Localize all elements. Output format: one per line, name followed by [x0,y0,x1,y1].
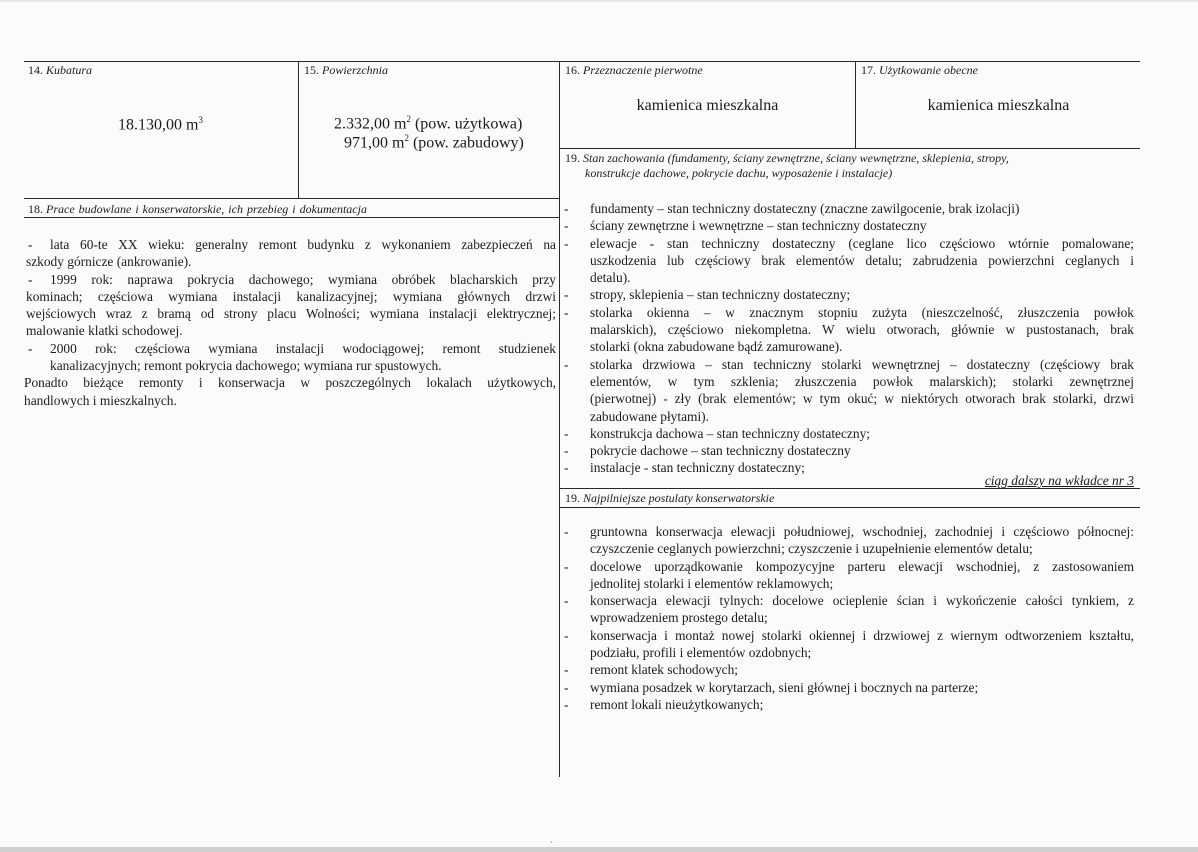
field-19b-line [560,592,1140,609]
field-19b-line [560,575,1140,592]
field-18-item-2-l3: wejściowych wraz z bramą od strony placu Wolności; wymiana instalacji elektrycznej; [26,306,556,322]
field-19a-line-text: uszkodzenia lub częściowy brak elementów detalu; zabrudzenia powierzchni ceglanych i [590,252,1134,268]
field-19a-label-line1 [565,151,1009,166]
field-19a-line [560,269,1140,286]
field-19b-line [560,558,1140,575]
field-19a-line-text: konstrukcja dachowa – stan techniczny dostateczny; [590,425,870,441]
dash-marker: - [564,304,569,320]
field-15-value-line1 [334,114,522,133]
field-14-label [28,63,92,78]
field-19a-line [560,217,1140,234]
rule-col-16-17 [855,61,856,148]
field-17-number: 17. [861,63,876,77]
field-19b-line [560,540,1140,557]
field-18-body [24,236,556,409]
dash-marker: - [564,235,569,251]
field-19a-line [560,373,1140,390]
field-19b-line [560,644,1140,661]
dash-marker: - [564,356,569,372]
field-19a-line-text: instalacje - stan techniczny dostateczny; [590,460,805,476]
field-16-title: Przeznaczenie pierwotne [583,63,703,77]
dash-marker: - [564,287,569,303]
field-19b-line-text: docelowe uporządkowanie kompozycyjne parteru elewacji wschodniej, z zastosowaniem [590,558,1134,574]
dash-marker: - [564,425,569,441]
field-18-title: Prace budowlane i konserwatorskie, ich przebieg i dokumentacja [46,202,367,216]
field-19b-line-text: czyszczenie ceglanych powierzchni; czyszczenie i uzupełnienie elementów detalu; [590,541,1033,557]
field-17-label [861,63,978,78]
dash-marker: - [564,627,569,643]
field-18-item-1-l1: lata 60-te XX wieku: generalny remont budynku z wykonaniem zabezpieczeń na [50,237,556,252]
field-18-item-3-l1: 2000 rok: częściowa wymiana instalacji wodociągowej; remont studzienek [50,340,556,356]
field-19a-line [560,425,1140,442]
field-19b-label [565,491,774,506]
field-18-footer-l1: Ponadto bieżące remonty i konserwacja w poszczególnych lokalach użytkowych, [24,375,556,391]
field-15-value-line2 [344,133,524,152]
scan-speck: ` [550,840,553,850]
field-16-value: kamienica mieszkalna [636,97,779,114]
field-15-line2-rest: (pow. zabudowy) [408,134,524,152]
scan-edge-bottom [0,847,1198,852]
field-19b-line-text: jednolitej stolarki i elementów reklamowych; [590,575,834,591]
field-19a-line [560,442,1140,459]
field-16-label [565,63,703,78]
field-19a-line-text: ściany zewnętrzne i wewnętrzne – stan techniczny dostateczny [590,218,927,234]
field-19a-line-text: stropy, sklepienia – stan techniczny dostateczny; [590,287,851,303]
scan-edge-top [0,0,1198,2]
field-19a-line [560,252,1140,269]
field-17-value: kamienica mieszkalna [927,97,1070,114]
field-19a-line-text: detalu). [590,270,631,286]
field-19a-body [560,200,1140,477]
field-19a-line [560,304,1140,321]
field-19a-line [560,321,1140,338]
field-19b-line-text: wymiana posadzek w korytarzach, sieni głównej i bocznych na parterze; [590,679,979,695]
dash-marker: - [564,460,569,476]
field-19a-line-text: elementów, w tym szklenia; złuszczenia powłok malarskich); stolarki zewnętrznej [590,373,1134,389]
field-15-number: 15. [304,63,319,77]
field-18-number: 18. [28,202,43,216]
field-19a-line-text: elewacje - stan techniczny dostateczny (ceglane lico częściowo wtórnie pomalowane; [590,235,1134,251]
field-18-item-2-l4: malowanie klatki schodowej. [26,323,183,339]
field-15-line2-main: 971,00 m [344,134,405,152]
field-19a-line-text: pokrycie dachowe – stan techniczny dostateczny [590,443,851,459]
rule-18-label-underline [24,217,560,218]
dash-marker: - [564,679,569,695]
field-19b-line [560,523,1140,540]
field-19a-line-text: (pierwotnej) - zły (brak elementów; w tym okuć; w niektórych otworach brak stolarki, drzwi [590,391,1134,407]
field-15-line1-main: 2.332,00 m [334,115,407,133]
field-15-line1-sup: 2 [406,114,411,124]
field-19b-line-text: konserwacja i montaż nowej stolarki okiennej i drzwiowej z wiernym odtworzeniem kształtu, [590,627,1134,643]
rule-19b-label-underline [560,507,1140,508]
field-19b-line [560,609,1140,626]
field-16-number: 16. [565,63,580,77]
field-19a-line-text: fundamenty – stan techniczny dostateczny (znaczne zawilgocenie, brak izolacji) [590,201,1020,216]
field-15-title: Powierzchnia [322,63,388,77]
field-18-item-2-l2: kominach; częściowa wymiana instalacji kanalizacyjnej; wymiana głównych drzwi [26,288,556,304]
dash-marker: - [28,271,33,287]
field-18-item-1-l2: szkody górnicze (ankrowanie). [26,254,192,270]
field-14-value-sup: 3 [198,115,203,125]
field-19b-line-text: podziału, profili i elementów ozdobnych; [590,645,812,661]
field-19a-line [560,286,1140,303]
dash-marker: - [28,340,33,356]
rule-col-14-15 [298,61,299,198]
field-19a-title-l1: Stan zachowania (fundamenty, ściany zewnętrzne, ściany wewnętrzne, sklepienia, stropy, [583,151,1009,165]
field-19a-line-text: zabudowane płytami). [590,408,709,424]
field-19b-line-text: wprowadzeniem prostego detalu; [590,610,768,626]
field-14-title: Kubatura [46,63,93,77]
dash-marker: - [564,558,569,574]
field-19b-line [560,679,1140,696]
dash-marker: - [564,662,569,678]
field-18-item-1 [24,236,556,271]
dash-marker: - [564,524,569,539]
field-19b-number: 19. [565,491,580,505]
field-19a-label-line2 [585,166,892,181]
field-19b-line [560,661,1140,678]
field-19a-line-text: stolarka drzwiowa – stan techniczny stolarki wewnętrznej – dostateczny (częściowy brak [590,356,1134,372]
field-19a-title-l2: konstrukcje dachowe, pokrycie dachu, wyposażenie i instalacje) [585,166,893,180]
field-14-value-main: 18.130,00 m [118,116,199,134]
field-19b-line-text: remont klatek schodowych; [590,662,739,678]
field-19a-line [560,338,1140,355]
field-19b-title: Najpilniejsze postulaty konserwatorskie [583,491,775,505]
dash-marker: - [564,696,569,712]
field-18-item-2-l1: 1999 rok: naprawa pokrycia dachowego; wymiana obróbek blacharskich przy [50,271,556,287]
dash-marker: - [564,201,569,216]
rule-16-17-bottom [560,148,1140,149]
field-19a-continued-text: ciąg dalszy na wkładce nr 3 [984,473,1134,488]
field-19b-line [560,627,1140,644]
field-18-footer-l2: handlowych i mieszkalnych. [24,392,177,408]
field-18-item-3-l2: kanalizacyjnych; remont pokrycia dachowego; wymiana rur spustowych. [50,358,442,374]
field-19a-line [560,235,1140,252]
field-14-number: 14. [28,63,43,77]
field-15-line2-sup: 2 [404,133,409,143]
field-19a-line [560,200,1140,217]
field-19a-line-text: malarskich), częściowo niekompletna. W wielu otworach, głównie w pustostanach, brak [590,322,1134,338]
dash-marker: - [28,237,33,252]
field-19a-line [560,390,1140,407]
field-14-value [118,115,203,134]
rule-top [24,61,1140,62]
field-15-label [304,63,388,78]
field-19b-line-text: remont lokali nieużytkowanych; [590,696,764,712]
rule-left-mid [24,198,560,199]
field-19a-line-text: stolarki (okna zabudowane bądź zamurowane). [590,339,843,355]
dash-marker: - [564,593,569,609]
field-19a-number: 19. [565,151,580,165]
field-15-line1-rest: (pow. użytkowa) [410,115,523,133]
field-18-item-3 [24,340,556,375]
dash-marker: - [564,218,569,234]
field-18-label [28,202,367,217]
field-19b-line-text: konserwacja elewacji tylnych: docelowe ocieplenie ścian i wykończenie całości tynkiem, z [590,593,1134,609]
field-19b-line-text: gruntowna konserwacja elewacji południowej, wschodniej, zachodniej i częściowo północnej: [590,524,1134,539]
field-19a-line [560,356,1140,373]
field-19b-body [560,523,1140,713]
field-19a-line [560,408,1140,425]
field-17-title: Użytkowanie obecne [879,63,978,77]
field-19a-line-text: stolarka okienna – w znacznym stopniu zużyta (nieszczelność, złuszczenia powłok [590,304,1134,320]
field-19a-continued [560,472,1134,489]
field-19b-line [560,696,1140,713]
dash-marker: - [564,443,569,459]
field-18-item-2 [24,271,556,340]
